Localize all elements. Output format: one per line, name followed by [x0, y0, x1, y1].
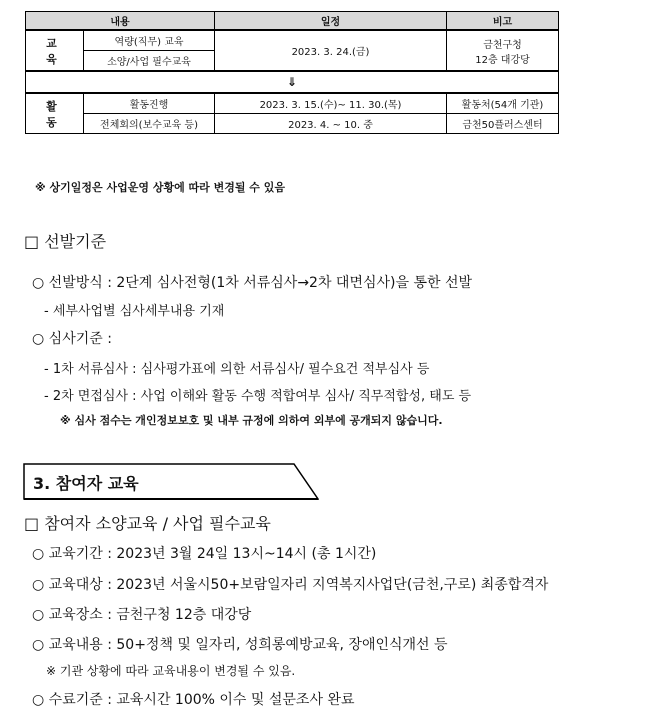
note-line: 금천구청: [483, 39, 522, 51]
selection-heading: □ 선발기준: [24, 232, 107, 251]
section-title: 3. 참여자 교육: [33, 474, 139, 493]
header-content: 내용: [26, 12, 215, 31]
schedule-table: [25, 11, 559, 134]
content-cell: 활동진행: [84, 93, 215, 114]
education-item: ○ 교육내용 : 50+정책 및 일자리, 성희롱예방교육, 장애인식개선 등: [32, 637, 448, 653]
selection-method: ○ 선발방식 : 2단계 심사전형(1차 서류심사→2차 대면심사)을 통한 선발: [32, 275, 473, 291]
education-item: ○ 교육장소 : 금천구청 12층 대강당: [32, 607, 252, 623]
table-header-row: [26, 12, 559, 31]
schedule-cell: 2023. 4. ~ 10. 중: [215, 114, 447, 134]
table-row: [26, 93, 559, 114]
header-schedule: 일정: [215, 12, 447, 31]
note-cell: 금천50플러스센터: [447, 114, 559, 134]
education-item-completion: ○ 수료기준 : 교육시간 100% 이수 및 설문조사 완료: [32, 692, 355, 708]
education-item: ○ 교육기간 : 2023년 3월 24일 13시~14시 (총 1시간): [32, 546, 377, 562]
category-activity: 활동: [26, 93, 84, 134]
section-title-box: [23, 463, 319, 500]
separator-row: [26, 71, 559, 93]
category-education: 교육: [26, 30, 84, 71]
schedule-change-note: ※ 상기일정은 사업운영 상황에 따라 변경될 수 있음: [35, 181, 286, 194]
privacy-note: ※ 심사 점수는 개인정보보호 및 내부 규정에 의하여 외부에 공개되지 않습니다.: [60, 414, 443, 427]
down-arrow-icon: ⇓: [26, 71, 559, 93]
education-heading: □ 참여자 소양교육 / 사업 필수교육: [24, 514, 271, 533]
table-row: [26, 30, 559, 51]
criteria-second-stage: - 2차 면접심사 : 사업 이해와 활동 수행 적합여부 심사/ 직무적합성, 태도 등: [44, 389, 472, 404]
schedule-cell: 2023. 3. 24.(금): [215, 30, 447, 71]
note-cell: [447, 30, 559, 71]
content-cell: 전체회의(보수교육 등): [84, 114, 215, 134]
selection-method-detail: - 세부사업별 심사세부내용 기재: [44, 304, 225, 319]
table-row: [26, 114, 559, 134]
selection-criteria: ○ 심사기준 :: [32, 331, 112, 347]
content-cell: 역량(직무) 교육: [84, 30, 215, 51]
header-note: 비고: [447, 12, 559, 31]
content-cell: 소양/사업 필수교육: [84, 51, 215, 72]
criteria-first-stage: - 1차 서류심사 : 심사평가표에 의한 서류심사/ 필수요건 적부심사 등: [44, 362, 430, 377]
education-note: ※ 기관 상황에 따라 교육내용이 변경될 수 있음.: [46, 664, 296, 678]
note-line: 12층 대강당: [475, 54, 530, 66]
note-cell: 활동처(54개 기관): [447, 93, 559, 114]
schedule-cell: 2023. 3. 15.(수)~ 11. 30.(목): [215, 93, 447, 114]
education-item: ○ 교육대상 : 2023년 서울시50+보람일자리 지역복지사업단(금천,구로) 최종합격자: [32, 577, 549, 593]
